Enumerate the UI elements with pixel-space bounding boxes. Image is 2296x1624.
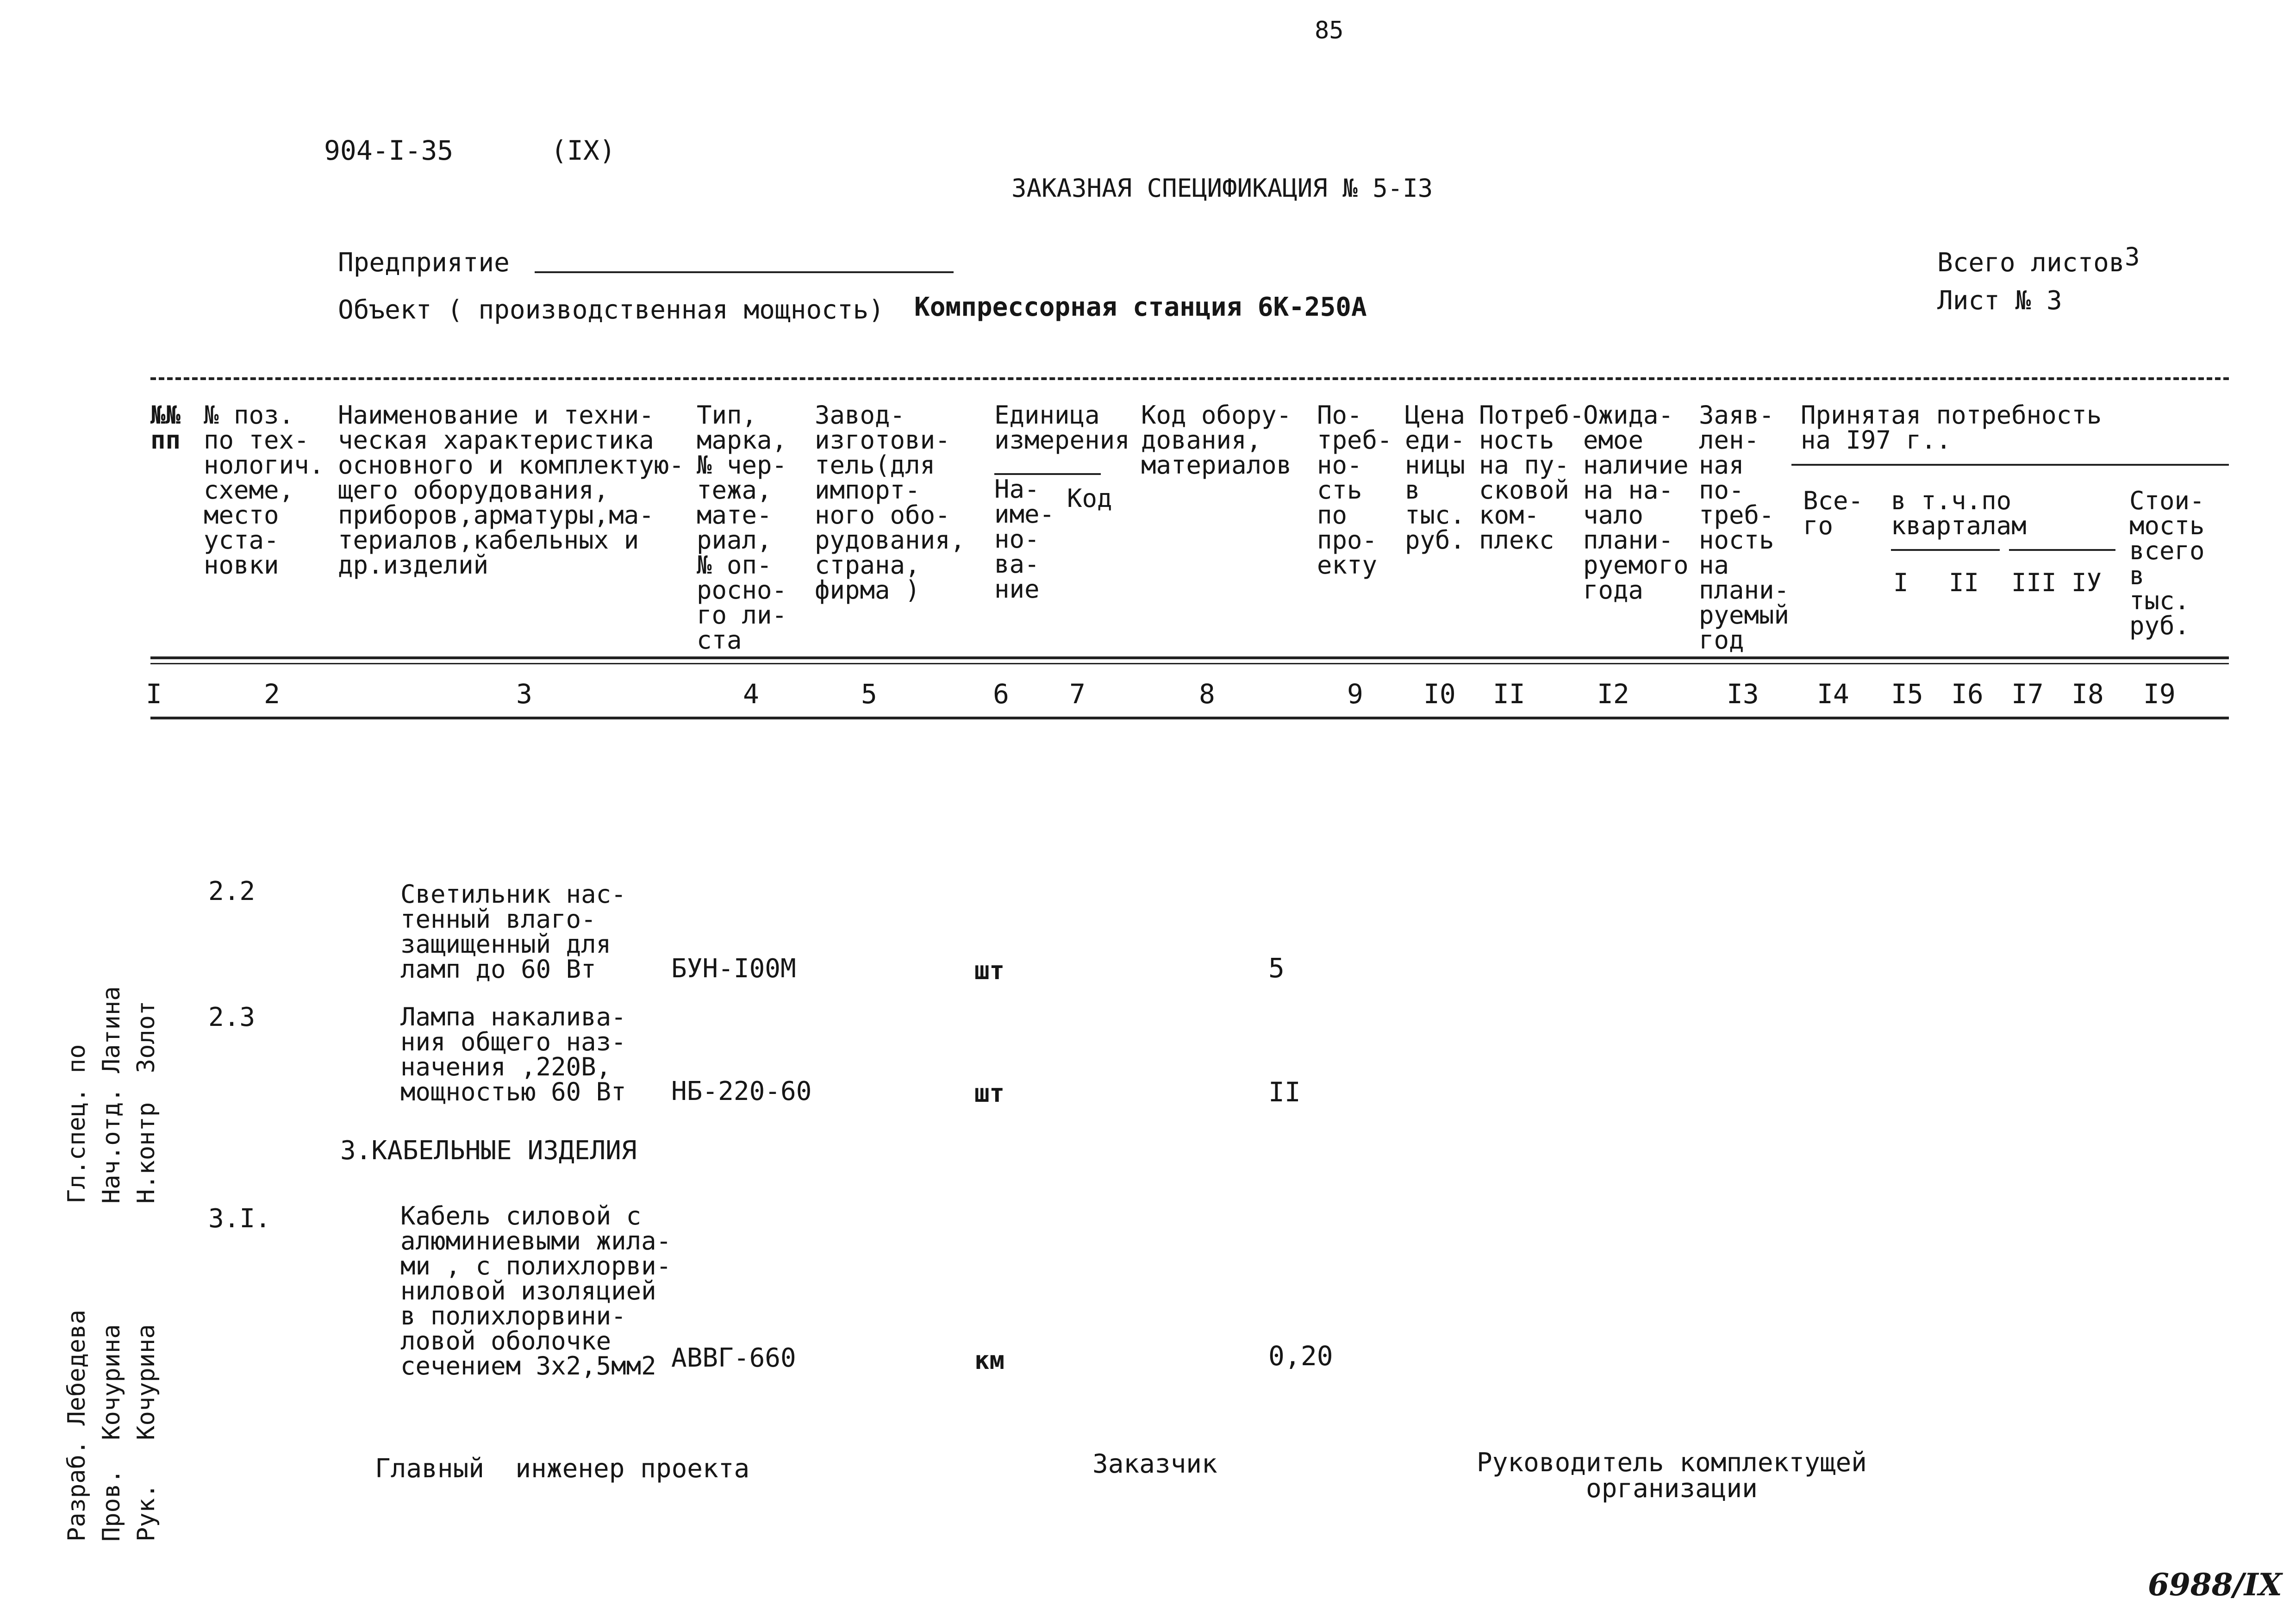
- stamp-line: Рук. Кочурина: [132, 1324, 160, 1542]
- customer-label: Заказчик: [1092, 1449, 1217, 1479]
- stamp-line: Гл.спец. по: [63, 1044, 91, 1204]
- header-col-6: На- име- но- ва- ние: [994, 475, 1055, 604]
- object-label: Объект ( производственная мощность): [338, 295, 885, 325]
- column-number: II: [1493, 678, 1525, 710]
- column-number: 4: [743, 678, 759, 710]
- row-name: Светильник нас- тенный влаго- защищенный для ламп до 60 Вт: [400, 880, 626, 984]
- sheet-label: Лист № 3: [1937, 286, 2062, 316]
- stamp-line: Разраб. Лебедева: [63, 1310, 91, 1542]
- section-heading: 3.КАБЕЛЬНЫЕ ИЗДЕЛИЯ: [340, 1136, 637, 1166]
- column-number: I: [146, 678, 162, 710]
- chief-engineer-label: Главный инженер проекта: [375, 1454, 750, 1484]
- header-col-4: Тип, марка, № чер- тежа, мате- риал, № оп- росно- го ли- ста: [697, 400, 787, 655]
- row-quantity: 0,20: [1268, 1340, 1333, 1372]
- header-bottom-rule: [150, 656, 2229, 659]
- row-name: Кабель силовой с алюминиевыми жила- ми , с полихлорви- ниловой изоляцией в полихлорвини- ловой оболочке сечением 3х2,5мм2: [400, 1201, 672, 1380]
- enterprise-fill-line: [535, 271, 954, 273]
- column-number: I7: [2011, 678, 2044, 710]
- header-col-12: Ожида- емое наличие на на- чало плани- руемого года: [1583, 400, 1689, 605]
- quarters-subrule-1: [1891, 549, 2000, 551]
- stamp-line: Нач.отд. Латина: [98, 986, 125, 1204]
- header-col-17: III: [2011, 568, 2057, 597]
- row-position: 2.3: [208, 1002, 256, 1032]
- column-number: 9: [1347, 678, 1363, 710]
- column-number: I0: [1423, 678, 1456, 710]
- header-bottom-rule-2: [150, 663, 2229, 664]
- header-col-15-18: в т.ч.по кварталам: [1891, 486, 2027, 540]
- row-position: 2.2: [208, 876, 256, 906]
- column-number: 7: [1069, 678, 1086, 710]
- row-quantity: II: [1268, 1076, 1301, 1108]
- sheet-code: 6988/IX: [2148, 1567, 2282, 1603]
- header-col-6-7: Единица измерения: [994, 400, 1130, 455]
- header-col-2: № поз. по тех- нологич. схеме, место уста- новки: [204, 400, 324, 580]
- header-col-1: №№ пп: [150, 400, 181, 455]
- row-unit: шт: [974, 1079, 1005, 1108]
- header-col-9: По- треб- но- сть по про- екту: [1317, 400, 1392, 580]
- quarters-subrule-2: [2009, 549, 2115, 551]
- header-col-7: Код: [1067, 484, 1112, 513]
- column-number: 2: [264, 678, 280, 710]
- stamp-line: Н.контр Золот: [132, 1000, 160, 1204]
- accepted-need-subrule: [1791, 464, 2229, 466]
- row-position: 3.I.: [208, 1204, 271, 1234]
- supplier-head-label: Руководитель комплектущей организации: [1477, 1448, 1867, 1504]
- header-col-18: IУ: [2071, 568, 2102, 597]
- row-type: АВВГ-660: [671, 1343, 796, 1373]
- header-col-3: Наименование и техни- ческая характеристика основного и комплектую- щего оборудования, приборов,арматуры,ма- териалов,кабельных и др.изделий: [338, 400, 684, 580]
- header-col-16: II: [1949, 568, 1979, 597]
- column-number: 3: [516, 678, 532, 710]
- document-section: (IX): [551, 135, 616, 166]
- header-col-14-19: Принятая потребность на I97 г..: [1801, 400, 2102, 455]
- column-number: I8: [2071, 678, 2104, 710]
- column-number: I2: [1597, 678, 1629, 710]
- column-number: I4: [1817, 678, 1849, 710]
- object-value: Компрессорная станция 6К-250А: [914, 292, 1367, 322]
- column-number: I9: [2143, 678, 2176, 710]
- enterprise-label: Предприятие: [338, 248, 510, 278]
- row-type: НБ-220-60: [671, 1076, 812, 1106]
- header-col-15: I: [1893, 568, 1909, 597]
- row-unit: шт: [974, 956, 1005, 985]
- row-name: Лампа накалива- ния общего наз- начения ,220В, мощностью 60 Вт: [400, 1002, 626, 1106]
- row-type: БУН-I00М: [671, 954, 796, 984]
- page-number: 85: [1315, 17, 1344, 44]
- column-number: I5: [1891, 678, 1923, 710]
- header-col-8: Код обору- дования, материалов: [1141, 400, 1292, 480]
- header-col-14: Все- го: [1803, 486, 1864, 540]
- header-top-rule: [150, 377, 2229, 380]
- header-col-13: Заяв- лен- ная по- треб- ность на плани- руемый год: [1699, 400, 1790, 655]
- row-unit: км: [974, 1346, 1005, 1375]
- row-quantity: 5: [1268, 952, 1285, 984]
- document-code: 904-I-35: [324, 135, 454, 166]
- column-number: 5: [861, 678, 877, 710]
- header-col-11: Потреб- ность на пу- сковой ком- плекс: [1479, 400, 1585, 555]
- stamp-line: Пров. Кочурина: [98, 1324, 125, 1542]
- document-title: ЗАКАЗНАЯ СПЕЦИФИКАЦИЯ № 5-I3: [1011, 174, 1433, 203]
- column-number: I3: [1727, 678, 1759, 710]
- column-number: I6: [1951, 678, 1984, 710]
- total-sheets-label: Всего листов: [1937, 248, 2125, 278]
- total-sheets-value: 3: [2125, 242, 2140, 271]
- header-col-10: Цена еди- ницы в тыс. руб.: [1405, 400, 1466, 555]
- header-col-5: Завод- изготови- тель(для импорт- ного обо- рудования, страна, фирма ): [815, 400, 966, 605]
- header-col-19: Стои- мость всего в тыс. руб.: [2129, 486, 2205, 640]
- column-number: 6: [993, 678, 1009, 710]
- column-number: 8: [1199, 678, 1215, 710]
- numbers-bottom-rule: [150, 717, 2229, 719]
